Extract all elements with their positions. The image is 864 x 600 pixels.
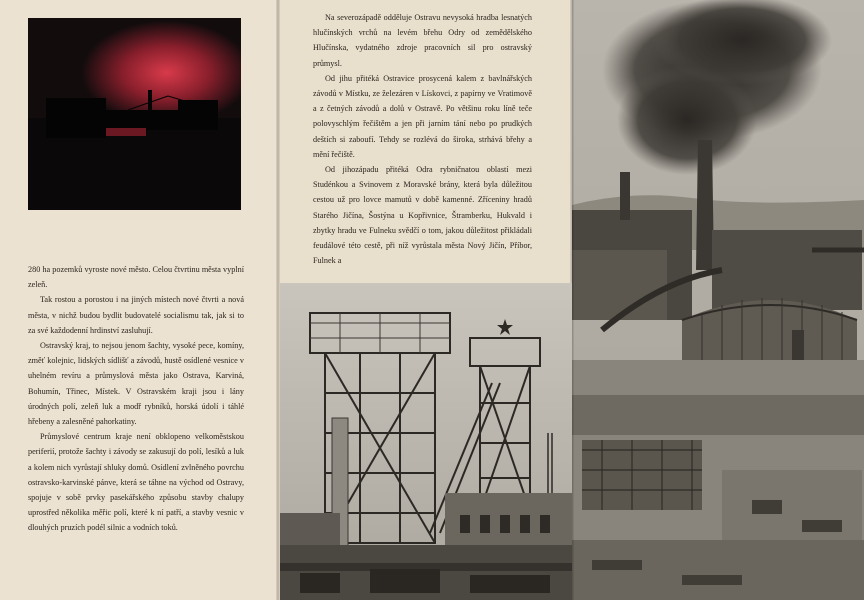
right-page — [572, 0, 864, 600]
night-industrial-photo — [28, 18, 241, 210]
left-page-text — [28, 262, 244, 536]
paragraph: Od jihu přitéká Ostravice prosycená kalem z bavlnářských závodů v Místku, ze železáren v Lískovci, z papírny ve Vratimově a z četných závodů a dolů v Ostravě. Po většinu roku líně teče polovyschlým řečištěm a jen při jarním tání nebo po prudkých deštích si zaboufí. Tehdy se rozlévá do široka, strhává břehy a mění řečiště. — [313, 73, 532, 159]
paragraph: Od jihozápadu přitéká Odra rybničnatou oblastí mezi Studénkou a Svinovem z Moravské brány, která byla důležitou cestou už pro lovce mamutů v době kamenné. Zříceniny hradů Starého Jičína, Šostýna u Kopřivnice, Štramberku, Hukvald i zbytky hradu ve Fulneku svědčí o tom, jakou důležitost přikládali feudálové této cestě, při níž vyrůstala města Nový Jičín, Příbor, Fulnek a — [313, 165, 532, 266]
middle-page-text — [313, 10, 532, 268]
paragraph: Tak rostou a porostou i na jiných místech nové čtvrti a nová města, v nichž budou bydlit budovatelé socialismu tak, jak si to za své každodenní hrdinství zasluhují. — [28, 295, 244, 335]
paragraph: Ostravský kraj, to nejsou jenom šachty, vysoké pece, komíny, změť kolejnic, lidských sídlišť a závodů, hustě osídlené vesnice v uhelném revíru a průmyslová města jako Ostrava, Karviná, Bohumín, Třinec, Místek. V Ostravském kraji jsou i lány úrodných polí, zeleň luk a modř rybníků, horská údolí i táhlé hřebeny a zalesněné pahorkatiny. — [28, 341, 244, 427]
paragraph: Na severozápadě odděluje Ostravu nevysoká hradba lesnatých hlučínských vrchů na levém břehu Odry od zemědělského Hlučínska, vydatného zdroje pracovních sil pro ostravský průmysl. — [313, 13, 532, 68]
paragraph: 280 ha pozemků vyroste nové město. Celou čtvrtinu města vyplní zeleň. — [28, 265, 244, 290]
paragraph: Průmyslové centrum kraje není obklopeno velkoměstskou periferií, protože šachty i závody se zakusují do polí, lesíků a luk a kolem nich vyrůstají shluky domů. Osídlení zvlněného povrchu ostravsko-karvinské pánve, která se táhne na východ od Ostravy, spojuje v sobě prvky pasekářského způsobu stavby chalupy uprostřed několika měřic polí, které k ní patří, a stavby vesnic v dlouhých pruzích podél silnic a vodních toků. — [28, 432, 244, 533]
factory-smokestack-photo — [572, 0, 864, 600]
mine-headframe-photo — [280, 283, 572, 600]
